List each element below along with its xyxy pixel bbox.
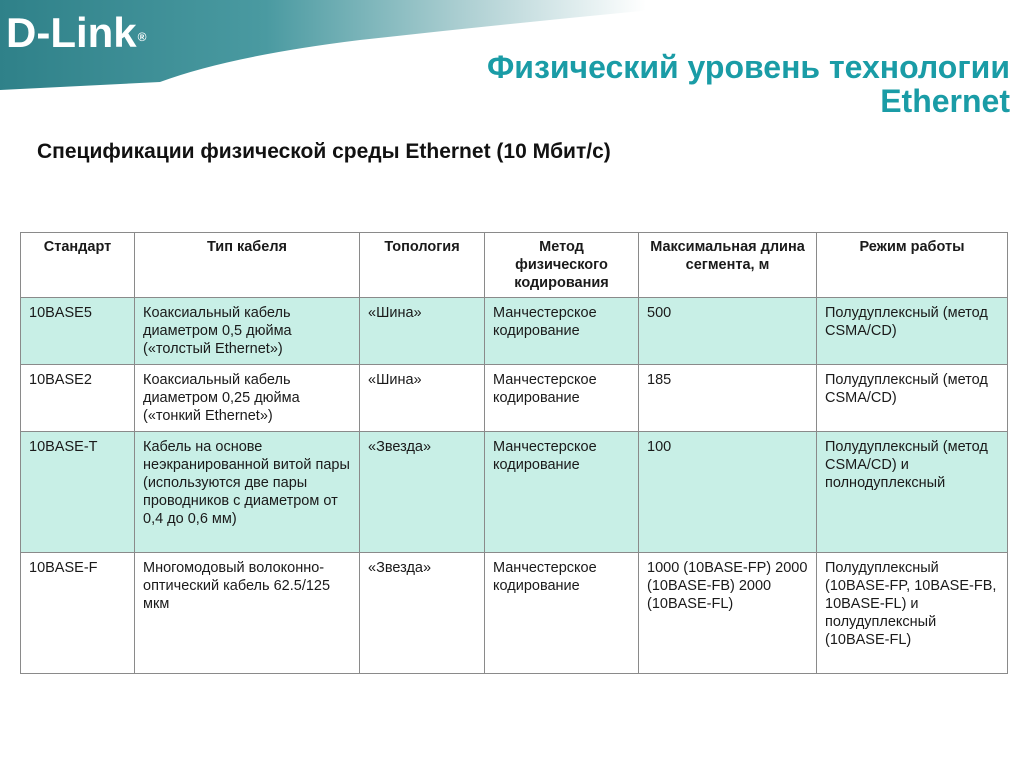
header-topology: Топология bbox=[360, 233, 485, 298]
cell-standard: 10BASE-T bbox=[21, 432, 135, 553]
cell-max-length: 100 bbox=[639, 432, 817, 553]
cell-mode: Полудуплексный (метод CSMA/CD) bbox=[817, 298, 1008, 365]
header-max-length: Максимальная длина сегмента, м bbox=[639, 233, 817, 298]
header-mode: Режим работы bbox=[817, 233, 1008, 298]
cell-encoding: Манчестерское кодирование bbox=[485, 298, 639, 365]
cell-topology: «Звезда» bbox=[360, 553, 485, 674]
cell-standard: 10BASE2 bbox=[21, 365, 135, 432]
cell-topology: «Шина» bbox=[360, 298, 485, 365]
cell-encoding: Манчестерское кодирование bbox=[485, 365, 639, 432]
cell-cable-type: Коаксиальный кабель диаметром 0,25 дюйма («тонкий Ethernet») bbox=[135, 365, 360, 432]
cell-mode: Полудуплексный (метод CSMA/CD) и полнодуплексный bbox=[817, 432, 1008, 553]
cell-topology: «Звезда» bbox=[360, 432, 485, 553]
dlink-logo: D-Link® bbox=[6, 9, 147, 56]
table-row bbox=[21, 298, 1008, 365]
table-row bbox=[21, 432, 1008, 553]
cell-cable-type: Коаксиальный кабель диаметром 0,5 дюйма («толстый Ethernet») bbox=[135, 298, 360, 365]
table-header-row bbox=[21, 233, 1008, 298]
cell-mode: Полудуплексный (10BASE-FP, 10BASE-FB, 10BASE-FL) и полудуплексный (10BASE-FL) bbox=[817, 553, 1008, 674]
cell-cable-type: Многомодовый волоконно-оптический кабель 62.5/125 мкм bbox=[135, 553, 360, 674]
cell-max-length: 1000 (10BASE-FP) 2000 (10BASE-FB) 2000 (10BASE-FL) bbox=[639, 553, 817, 674]
table-row bbox=[21, 553, 1008, 674]
subtitle: Спецификации физической среды Ethernet (10 Мбит/с) bbox=[37, 140, 611, 163]
cell-mode: Полудуплексный (метод CSMA/CD) bbox=[817, 365, 1008, 432]
cell-standard: 10BASE-F bbox=[21, 553, 135, 674]
header-cable-type: Тип кабеля bbox=[135, 233, 360, 298]
header-encoding: Метод физического кодирования bbox=[485, 233, 639, 298]
cell-topology: «Шина» bbox=[360, 365, 485, 432]
table-row bbox=[21, 365, 1008, 432]
header-standard: Стандарт bbox=[21, 233, 135, 298]
page-title bbox=[210, 50, 1010, 118]
cell-encoding: Манчестерское кодирование bbox=[485, 432, 639, 553]
title-line-2: Ethernet bbox=[880, 83, 1010, 119]
cell-max-length: 185 bbox=[639, 365, 817, 432]
cell-standard: 10BASE5 bbox=[21, 298, 135, 365]
spec-table bbox=[20, 232, 1008, 674]
cell-cable-type: Кабель на основе неэкранированной витой пары (используются две пары проводников с диаметром от 0,4 до 0,6 мм) bbox=[135, 432, 360, 553]
title-line-1: Физический уровень технологии bbox=[486, 49, 1010, 85]
cell-max-length: 500 bbox=[639, 298, 817, 365]
cell-encoding: Манчестерское кодирование bbox=[485, 553, 639, 674]
